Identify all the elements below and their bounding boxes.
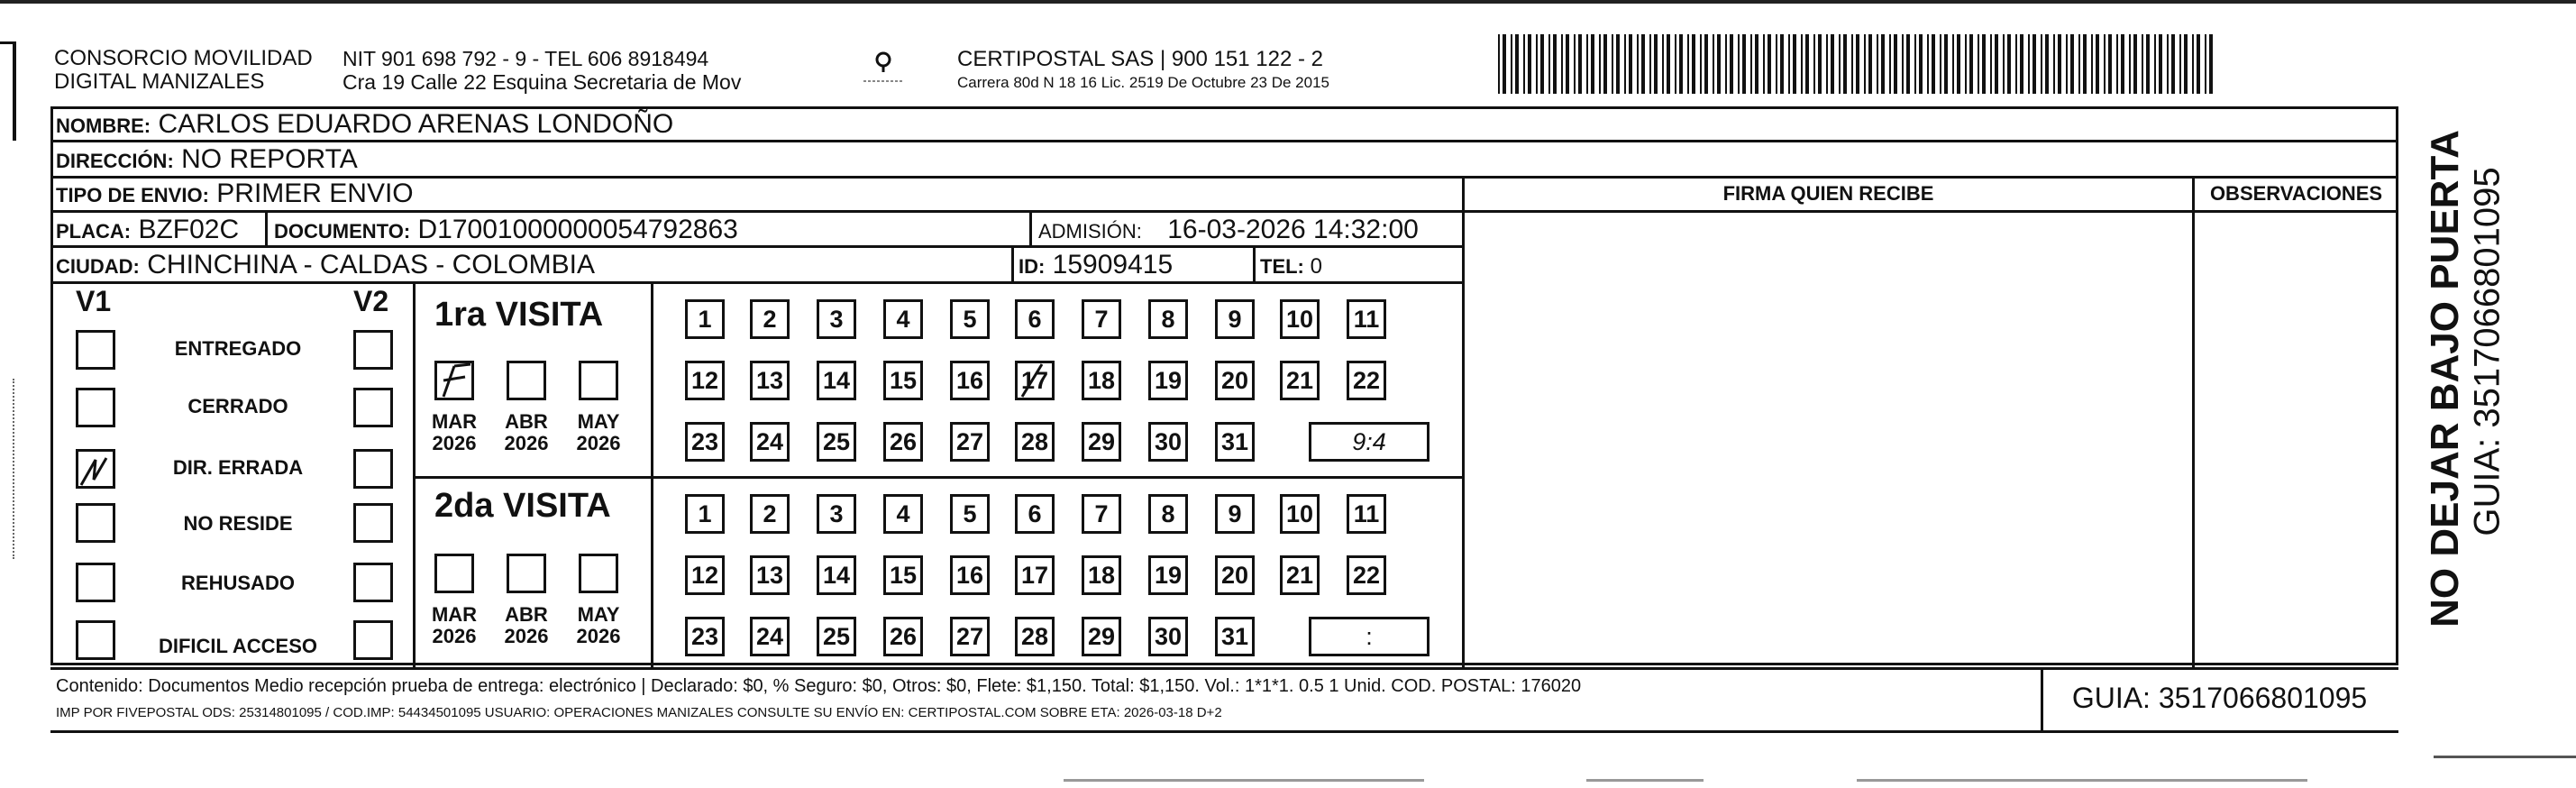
barcode-bar (2007, 34, 2011, 94)
barcode-bar (1965, 34, 1967, 94)
first-visit-day-22[interactable]: 22 (1347, 361, 1386, 400)
second-visit-day-11[interactable]: 11 (1347, 494, 1386, 534)
barcode-bar (1624, 34, 1626, 94)
barcode-bar (1793, 34, 1796, 94)
barcode-bar (1894, 34, 1897, 94)
first-visit-day-21[interactable]: 21 (1280, 361, 1320, 400)
company-line-1: CONSORCIO MOVILIDAD (54, 46, 313, 70)
barcode-bar (2108, 34, 2112, 94)
barcode-bar (1687, 34, 1689, 94)
barcode-bar (1881, 34, 1885, 94)
barcode-bar (2096, 34, 2099, 94)
barcode-bar (2028, 34, 2030, 94)
barcode-bar (1679, 34, 1683, 94)
barcode-bar (1511, 34, 1512, 94)
second-visit-day-10[interactable]: 10 (1280, 494, 1320, 534)
barcode-bar (2070, 34, 2074, 94)
v2-checkbox-cerrado[interactable] (353, 388, 393, 427)
barcode-bar (1877, 34, 1878, 94)
v1-checkbox-rehusado[interactable] (76, 563, 115, 602)
second-visit-day-21[interactable]: 21 (1280, 555, 1320, 595)
first-month-label-may: MAY 2026 (576, 410, 621, 454)
barcode-bar (1603, 34, 1607, 94)
first-visit-day-4[interactable]: 4 (883, 299, 923, 339)
v2-checkbox-no-reside[interactable] (353, 503, 393, 543)
first-visit-day-20[interactable]: 20 (1215, 361, 1255, 400)
barcode-bar (1667, 34, 1670, 94)
barcode-bar (1713, 34, 1714, 94)
barcode-bar (1586, 34, 1588, 94)
second-month-label-may: MAY 2026 (576, 603, 621, 647)
left-cut-mark (13, 41, 16, 141)
barcode-bar (1969, 34, 1973, 94)
barcode-bar (1944, 34, 1948, 94)
first-visit-day-10[interactable]: 10 (1280, 299, 1320, 339)
first-visit-day-23[interactable]: 23 (685, 422, 725, 462)
barcode-bar (1831, 34, 1834, 94)
tel-label: TEL: (1260, 255, 1304, 278)
firma-label: FIRMA QUIEN RECIBE (1722, 182, 1934, 205)
barcode-bar (2053, 34, 2055, 94)
barcode-bar (1763, 34, 1765, 94)
courier-info (957, 47, 1329, 94)
barcode-bar (1528, 34, 1531, 94)
nombre-label: NOMBRE: (56, 115, 151, 137)
barcode-bar (2045, 34, 2049, 94)
barcode-bar (2032, 34, 2036, 94)
id-row (1019, 248, 1173, 284)
barcode-bar (1780, 34, 1784, 94)
barcode-bar (1591, 34, 1594, 94)
first-visit-day-25[interactable]: 25 (817, 422, 856, 462)
barcode-bar (1864, 34, 1866, 94)
barcode-bar (1700, 34, 1702, 94)
first-visit-month-abr[interactable] (507, 361, 546, 400)
second-visit-day-17[interactable]: 17 (1015, 555, 1055, 595)
tipo-envio-row (56, 177, 414, 213)
first-visit-day-5[interactable]: 5 (950, 299, 990, 339)
first-visit-day-17[interactable]: 17 (1015, 361, 1055, 400)
scan-edge-bottom (1586, 779, 1704, 782)
first-visit-month-may[interactable] (579, 361, 618, 400)
barcode-bar (2015, 34, 2017, 94)
second-visit-day-20[interactable]: 20 (1215, 555, 1255, 595)
barcode-bar (1515, 34, 1519, 94)
second-visit-month-abr[interactable] (507, 554, 546, 593)
second-visit-day-29[interactable]: 29 (1082, 617, 1121, 656)
guia-box-text: GUIA: 3517066801095 (2071, 682, 2368, 714)
first-visit-day-6[interactable]: 6 (1015, 299, 1055, 339)
first-visit-time-field[interactable]: 9:4 (1309, 422, 1430, 462)
second-visit-month-mar[interactable] (434, 554, 474, 593)
barcode-bar (2091, 34, 2093, 94)
col-line (413, 281, 416, 667)
second-visit-day-5[interactable]: 5 (950, 494, 990, 534)
barcode-bar (1952, 34, 1954, 94)
barcode-bar (1566, 34, 1569, 94)
status-dir-errada: DIR. ERRADA (172, 456, 304, 479)
left-dotted-mark (13, 379, 16, 559)
barcode-bar (1801, 34, 1803, 94)
barcode-bar (1843, 34, 1847, 94)
first-visit-day-2[interactable]: 2 (750, 299, 790, 339)
ciudad-label: CIUDAD: (56, 255, 140, 278)
barcode-bar (2066, 34, 2068, 94)
scan-edge-bottom (1064, 779, 1424, 782)
barcode-bar (1919, 34, 1923, 94)
barcode-bar (2121, 34, 2124, 94)
status-entregado: ENTREGADO (174, 337, 302, 360)
barcode-bar (2205, 34, 2206, 94)
barcode-bar (2142, 34, 2143, 94)
first-visit-day-14[interactable]: 14 (817, 361, 856, 400)
first-visit-day-19[interactable]: 19 (1148, 361, 1188, 400)
barcode-bar (1927, 34, 1929, 94)
barcode-bar (1553, 34, 1557, 94)
barcode-bar (1536, 34, 1538, 94)
barcode-bar (1978, 34, 1979, 94)
admision-row (1038, 213, 1419, 249)
second-visit-day-1[interactable]: 1 (685, 494, 725, 534)
observaciones-label: OBSERVACIONES (2209, 182, 2383, 205)
admision-label: ADMISIÓN: (1038, 220, 1142, 243)
v1-checkbox-dificil-acceso[interactable] (76, 620, 115, 660)
barcode-bar (1818, 34, 1822, 94)
barcode-bar (1578, 34, 1582, 94)
barcode-bar (1902, 34, 1904, 94)
placa-row (56, 213, 239, 249)
first-visit-day-26[interactable]: 26 (883, 422, 923, 462)
barcode-bar (1662, 34, 1664, 94)
v2-checkbox-dir-errada[interactable] (353, 449, 393, 489)
barcode-bar (2167, 34, 2169, 94)
barcode-bar (1755, 34, 1758, 94)
v1-checkbox-entregado[interactable] (76, 330, 115, 370)
second-visit-day-31[interactable]: 31 (1215, 617, 1255, 656)
direccion-row (56, 142, 358, 179)
barcode-bar (1561, 34, 1563, 94)
placa-value: BZF02C (138, 215, 240, 244)
second-visit-day-27[interactable]: 27 (950, 617, 990, 656)
left-cut-mark-tick (0, 41, 16, 44)
documento-row (274, 213, 738, 249)
status-no-reside: NO RESIDE (183, 512, 293, 535)
courier-address: Carrera 80d N 18 16 Lic. 2519 De Octubre 23 De 2015 (957, 74, 1329, 91)
ciudad-value: CHINCHINA - CALDAS - COLOMBIA (147, 250, 595, 279)
second-visit-day-7[interactable]: 7 (1082, 494, 1121, 534)
barcode-bar (1851, 34, 1853, 94)
v2-label: V2 (353, 285, 389, 317)
scan-edge-right (2434, 756, 2576, 758)
ciudad-row (56, 248, 595, 284)
first-visit-month-mar[interactable] (434, 361, 474, 400)
barcode-bar (1750, 34, 1752, 94)
checkmark-icon (76, 449, 115, 489)
barcode-icon (1498, 34, 2219, 94)
barcode-bar (2154, 34, 2156, 94)
imp-text: IMP POR FIVEPOSTAL ODS: 25314801095 / COD.IMP: 54434501095 USUARIO: OPERACIONES MANIZALES CONSULTE SU ENVÍO EN: CERTIPOSTAL.COM SOBRE ETA: 2026-03-18 D+2 (56, 705, 1222, 720)
nombre-value: CARLOS EDUARDO ARENAS LONDOÑO (158, 109, 674, 139)
barcode-bar (1540, 34, 1544, 94)
barcode-bar (1574, 34, 1576, 94)
nombre-row (56, 106, 673, 140)
barcode-bar (1637, 34, 1639, 94)
barcode-bar (1616, 34, 1620, 94)
nit-line: NIT 901 698 792 - 9 - TEL 606 8918494 (343, 47, 709, 70)
row-line (50, 140, 2398, 142)
side-guia: GUIA: 3517066801095 (2467, 167, 2507, 536)
v2-checkbox-dificil-acceso[interactable] (353, 620, 393, 660)
second-month-label-abr: ABR 2026 (504, 603, 549, 647)
tel-value: 0 (1310, 254, 1322, 279)
barcode-bar (1957, 34, 1960, 94)
barcode-bar (2003, 34, 2005, 94)
checkmark-icon (1015, 361, 1055, 400)
v1-checkbox-no-reside[interactable] (76, 503, 115, 543)
second-visit-day-22[interactable]: 22 (1347, 555, 1386, 595)
status-cerrado: CERRADO (187, 395, 288, 417)
barcode-bar (2041, 34, 2042, 94)
barcode-bar (1641, 34, 1645, 94)
second-visit-day-15[interactable]: 15 (883, 555, 923, 595)
no-dejar-warning: NO DEJAR BAJO PUERTA (2423, 130, 2467, 628)
barcode-bar (2129, 34, 2131, 94)
second-visit-day-12[interactable]: 12 (685, 555, 725, 595)
barcode-bar (2133, 34, 2137, 94)
placa-label: PLACA: (56, 220, 132, 243)
barcode-bar (2171, 34, 2175, 94)
barcode-bar (2192, 34, 2194, 94)
barcode-bar (1692, 34, 1695, 94)
first-visit-day-9[interactable]: 9 (1215, 299, 1255, 339)
v1-label: V1 (76, 285, 112, 317)
status-rehusado: REHUSADO (181, 572, 295, 594)
barcode-bar (1523, 34, 1525, 94)
barcode-bar (1932, 34, 1935, 94)
second-visit-day-3[interactable]: 3 (817, 494, 856, 534)
barcode-bar (1725, 34, 1727, 94)
col-line (651, 281, 653, 667)
barcode-bar (2146, 34, 2150, 94)
first-visit-day-16[interactable]: 16 (950, 361, 990, 400)
barcode-bar (1982, 34, 1986, 94)
observations-area[interactable] (2195, 213, 2398, 667)
second-visit-time-field[interactable]: : (1309, 617, 1430, 656)
scan-edge-bottom (1857, 779, 2307, 782)
first-visit-day-31[interactable]: 31 (1215, 422, 1255, 462)
barcode-bar (1813, 34, 1815, 94)
status-dificil-acceso: DIFICIL ACCESO (158, 635, 317, 657)
company-line-2: DIGITAL MANIZALES (54, 69, 265, 94)
barcode-bar (1649, 34, 1651, 94)
tipo-envio-label: TIPO DE ENVIO: (56, 184, 209, 206)
first-visit-day-30[interactable]: 30 (1148, 422, 1188, 462)
second-visit-day-28[interactable]: 28 (1015, 617, 1055, 656)
first-visit-day-7[interactable]: 7 (1082, 299, 1121, 339)
v2-checkbox-rehusado[interactable] (353, 563, 393, 602)
barcode-bar (1742, 34, 1746, 94)
barcode-bar (2104, 34, 2106, 94)
v2-checkbox-entregado[interactable] (353, 330, 393, 370)
second-visit-month-may[interactable] (579, 554, 618, 593)
second-visit-day-4[interactable]: 4 (883, 494, 923, 534)
barcode-bar (2184, 34, 2188, 94)
second-visit-day-30[interactable]: 30 (1148, 617, 1188, 656)
barcode-bar (2209, 34, 2213, 94)
col-line (1029, 210, 1032, 246)
barcode-bar (1889, 34, 1891, 94)
direccion-value: NO REPORTA (181, 144, 358, 174)
barcode-bar (1738, 34, 1740, 94)
barcode-bar (1717, 34, 1721, 94)
second-visit-day-8[interactable]: 8 (1148, 494, 1188, 534)
first-visit-day-11[interactable]: 11 (1347, 299, 1386, 339)
barcode-bar (2020, 34, 2023, 94)
first-visit-day-27[interactable]: 27 (950, 422, 990, 462)
barcode-bar (1856, 34, 1859, 94)
barcode-bar (1629, 34, 1632, 94)
courier-line: CERTIPOSTAL SAS | 900 151 122 - 2 (957, 47, 1323, 71)
barcode-bar (2083, 34, 2087, 94)
barcode-bar (2159, 34, 2162, 94)
second-visit-day-14[interactable]: 14 (817, 555, 856, 595)
barcode-bar (1654, 34, 1658, 94)
company-name (54, 47, 313, 94)
barcode-bar (1768, 34, 1771, 94)
barcode-bar (1503, 34, 1506, 94)
barcode-bar (1788, 34, 1790, 94)
second-visit-day-18[interactable]: 18 (1082, 555, 1121, 595)
barcode-bar (2116, 34, 2118, 94)
documento-value: D17001000000054792863 (417, 215, 738, 244)
second-visit-day-16[interactable]: 16 (950, 555, 990, 595)
barcode-bar (2179, 34, 2181, 94)
first-visit-day-24[interactable]: 24 (750, 422, 790, 462)
barcode-bar (2197, 34, 2200, 94)
first-visit-day-3[interactable]: 3 (817, 299, 856, 339)
col-line (265, 210, 268, 246)
first-month-label-abr: ABR 2026 (504, 410, 549, 454)
company-address: Cra 19 Calle 22 Esquina Secretaria de Mov (343, 70, 742, 94)
second-visit-day-2[interactable]: 2 (750, 494, 790, 534)
barcode-bar (1730, 34, 1733, 94)
barcode-bar (1914, 34, 1916, 94)
visit-divider (413, 476, 1464, 479)
barcode-bar (2078, 34, 2080, 94)
v1-checkbox-cerrado[interactable] (76, 388, 115, 427)
second-visit-day-9[interactable]: 9 (1215, 494, 1255, 534)
barcode-bar (1995, 34, 1998, 94)
first-month-label-mar: MAR 2026 (431, 410, 478, 454)
v1-checkbox-dir-errada[interactable] (76, 449, 115, 489)
contenido-text: Contenido: Documentos Medio recepción prueba de entrega: electrónico | Declarado: $0, % Seguro: $0, Otros: $0, Flete: $1,150. Total: $1,150. Vol.: 1*1*1. 0.5 1 Unid. COD. POSTAL: 176020 (56, 676, 1582, 696)
checkmark-icon (434, 361, 474, 400)
second-visit-title: 2da VISITA (434, 487, 611, 525)
barcode-bar (1498, 34, 1500, 94)
second-visit-day-24[interactable]: 24 (750, 617, 790, 656)
signature-area[interactable] (1465, 213, 2192, 667)
barcode-bar (1826, 34, 1828, 94)
second-visit-day-6[interactable]: 6 (1015, 494, 1055, 534)
second-visit-day-19[interactable]: 19 (1148, 555, 1188, 595)
barcode-bar (1940, 34, 1941, 94)
second-month-label-mar: MAR 2026 (431, 603, 478, 647)
first-visit-day-28[interactable]: 28 (1015, 422, 1055, 462)
courier-logo-icon (856, 50, 910, 87)
tipo-envio-value: PRIMER ENVIO (216, 179, 414, 208)
company-info (343, 47, 741, 94)
barcode-bar (1805, 34, 1809, 94)
first-visit-day-1[interactable]: 1 (685, 299, 725, 339)
barcode-bar (1868, 34, 1872, 94)
barcode-bar (1839, 34, 1841, 94)
barcode-bar (1906, 34, 1910, 94)
first-visit-day-13[interactable]: 13 (750, 361, 790, 400)
second-visit-day-23[interactable]: 23 (685, 617, 725, 656)
first-visit-day-12[interactable]: 12 (685, 361, 725, 400)
barcode-bar (1612, 34, 1613, 94)
barcode-bar (1599, 34, 1601, 94)
second-visit-day-26[interactable]: 26 (883, 617, 923, 656)
id-label: ID: (1019, 255, 1046, 278)
first-visit-day-8[interactable]: 8 (1148, 299, 1188, 339)
barcode-bar (1675, 34, 1676, 94)
admision-value: 16-03-2026 14:32:00 (1167, 215, 1419, 244)
barcode-bar (1704, 34, 1708, 94)
first-visit-day-29[interactable]: 29 (1082, 422, 1121, 462)
barcode-bar (1990, 34, 1992, 94)
barcode-bar (1548, 34, 1550, 94)
documento-label: DOCUMENTO: (274, 220, 411, 243)
first-visit-day-15[interactable]: 15 (883, 361, 923, 400)
col-line (1011, 245, 1014, 281)
id-value: 15909415 (1052, 250, 1174, 279)
first-visit-day-18[interactable]: 18 (1082, 361, 1121, 400)
second-visit-day-13[interactable]: 13 (750, 555, 790, 595)
second-visit-day-25[interactable]: 25 (817, 617, 856, 656)
scan-edge-top (0, 0, 2576, 4)
first-visit-title: 1ra VISITA (434, 296, 604, 334)
barcode-bar (1776, 34, 1777, 94)
barcode-bar (2058, 34, 2061, 94)
direccion-label: DIRECCIÓN: (56, 150, 174, 172)
col-line (1253, 245, 1256, 281)
tel-row (1260, 250, 1322, 284)
